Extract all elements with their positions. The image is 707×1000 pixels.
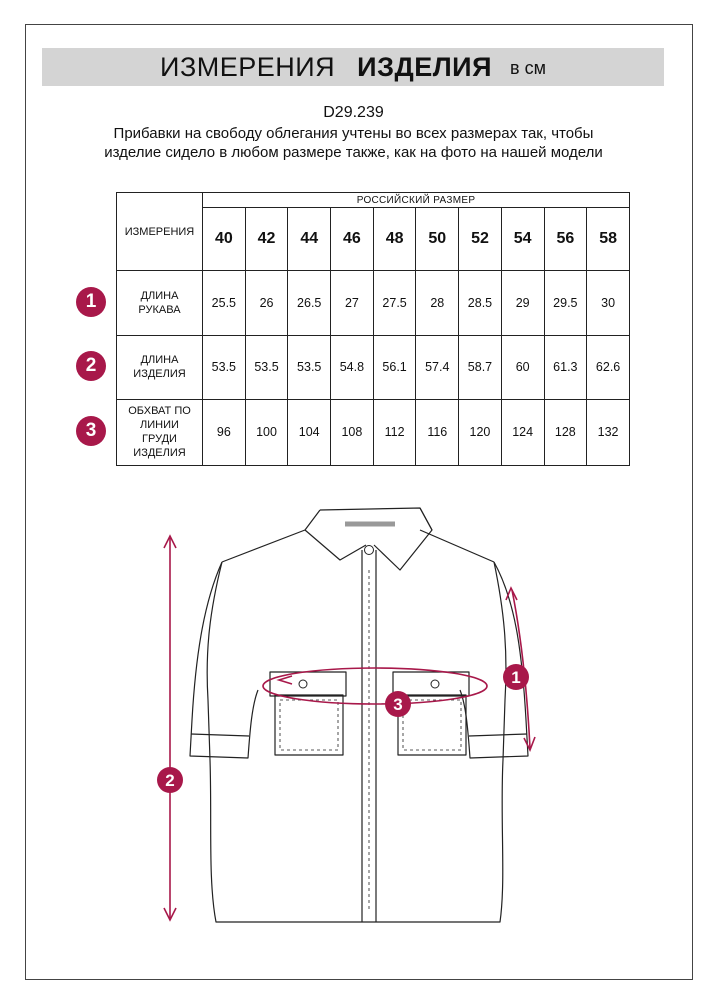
size-header-cell: 56 xyxy=(544,208,587,271)
table-cell: 60 xyxy=(501,335,544,399)
row-label-line: РУКАВА xyxy=(138,303,181,316)
row-label xyxy=(117,271,203,335)
table-cell: 29.5 xyxy=(544,271,587,335)
marker-2-label: 2 xyxy=(165,771,175,790)
marker-2 xyxy=(157,767,183,793)
table-cell: 56.1 xyxy=(373,335,416,399)
right-pocket-button xyxy=(431,680,439,688)
marker-3-label: 3 xyxy=(393,695,403,714)
row-label-line: ЛИНИИ xyxy=(140,419,179,432)
table-cell: 61.3 xyxy=(544,335,587,399)
table-cell: 112 xyxy=(373,399,416,465)
table-cell: 104 xyxy=(288,399,331,465)
size-header-cell: 48 xyxy=(373,208,416,271)
table-cell: 30 xyxy=(587,271,630,335)
size-group-label: РОССИЙСКИЙ РАЗМЕР xyxy=(203,193,630,208)
size-table xyxy=(116,192,630,466)
collar-button xyxy=(365,546,374,555)
marker-1 xyxy=(503,664,529,690)
shirt-left-shoulder xyxy=(222,530,305,562)
table-cell: 116 xyxy=(416,399,459,465)
fit-note: Прибавки на свободу облегания учтены во всех размерах так, чтобы изделие сидело в любом размере также, как на фото на нашей модели xyxy=(104,125,603,161)
size-header-cell: 52 xyxy=(459,208,502,271)
table-row xyxy=(117,399,630,465)
title-main: ИЗМЕРЕНИЯ xyxy=(160,51,336,82)
size-header-cell: 50 xyxy=(416,208,459,271)
table-cell: 53.5 xyxy=(288,335,331,399)
left-pocket-stitch xyxy=(280,700,338,750)
size-header-cell: 44 xyxy=(288,208,331,271)
table-cell: 57.4 xyxy=(416,335,459,399)
size-header-cell: 54 xyxy=(501,208,544,271)
row-label-line: ДЛИНА xyxy=(140,289,179,302)
row-label-line: ИЗДЕЛИЯ xyxy=(133,368,186,381)
shirt-right-sleeve xyxy=(460,562,528,758)
title-bar xyxy=(42,48,664,86)
table-cell: 27 xyxy=(331,271,374,335)
right-pocket-stitch xyxy=(403,700,461,750)
table-cell: 132 xyxy=(587,399,630,465)
table-cell: 108 xyxy=(331,399,374,465)
table-cell: 27.5 xyxy=(373,271,416,335)
table-cell: 53.5 xyxy=(203,335,246,399)
shirt-diagram xyxy=(0,490,707,930)
sleeve-arrow-head-top xyxy=(506,588,517,600)
shirt-right-shoulder xyxy=(420,530,494,562)
left-pocket-button xyxy=(299,680,307,688)
left-cuff xyxy=(191,734,249,736)
size-header-cell: 46 xyxy=(331,208,374,271)
size-header-cell: 40 xyxy=(203,208,246,271)
chest-arrow-head xyxy=(279,676,292,684)
right-cuff xyxy=(469,734,527,736)
table-cell: 26 xyxy=(245,271,288,335)
row-label-line: ИЗДЕЛИЯ xyxy=(133,447,186,460)
table-cell: 96 xyxy=(203,399,246,465)
table-row xyxy=(117,271,630,335)
title-unit: в см xyxy=(510,57,546,78)
title-bold: ИЗДЕЛИЯ xyxy=(357,51,492,82)
table-row xyxy=(117,335,630,399)
table-cell: 53.5 xyxy=(245,335,288,399)
table-cell: 120 xyxy=(459,399,502,465)
row-label-line: ГРУДИ xyxy=(142,433,177,446)
table-cell: 62.6 xyxy=(587,335,630,399)
table-cell: 58.7 xyxy=(459,335,502,399)
table-cell: 29 xyxy=(501,271,544,335)
table-cell: 54.8 xyxy=(331,335,374,399)
table-cell: 128 xyxy=(544,399,587,465)
table-cell: 28 xyxy=(416,271,459,335)
table-cell: 124 xyxy=(501,399,544,465)
marker-1-label: 1 xyxy=(511,668,521,687)
row-number-badge: 1 xyxy=(76,287,106,317)
table-cell: 26.5 xyxy=(288,271,331,335)
shirt-left-sleeve xyxy=(190,562,258,758)
row-number-badge: 2 xyxy=(76,351,106,381)
collar-right xyxy=(374,508,432,570)
row-number-badge: 3 xyxy=(76,416,106,446)
marker-3 xyxy=(385,691,411,717)
table-cell: 25.5 xyxy=(203,271,246,335)
collar-back xyxy=(320,508,432,530)
row-label xyxy=(117,399,203,465)
collar-left xyxy=(305,510,366,560)
row-label-line: ОБХВАТ ПО xyxy=(128,405,191,418)
measure-header: ИЗМЕРЕНИЯ xyxy=(117,193,203,271)
row-label xyxy=(117,335,203,399)
shirt-left-side xyxy=(207,562,506,922)
table-cell: 28.5 xyxy=(459,271,502,335)
chest-ellipse xyxy=(263,668,487,704)
left-pocket xyxy=(275,695,343,755)
size-header-cell: 42 xyxy=(245,208,288,271)
row-label-line: ДЛИНА xyxy=(140,354,179,367)
product-code: D29.239 xyxy=(323,104,384,121)
table-cell: 100 xyxy=(245,399,288,465)
size-header-cell: 58 xyxy=(587,208,630,271)
